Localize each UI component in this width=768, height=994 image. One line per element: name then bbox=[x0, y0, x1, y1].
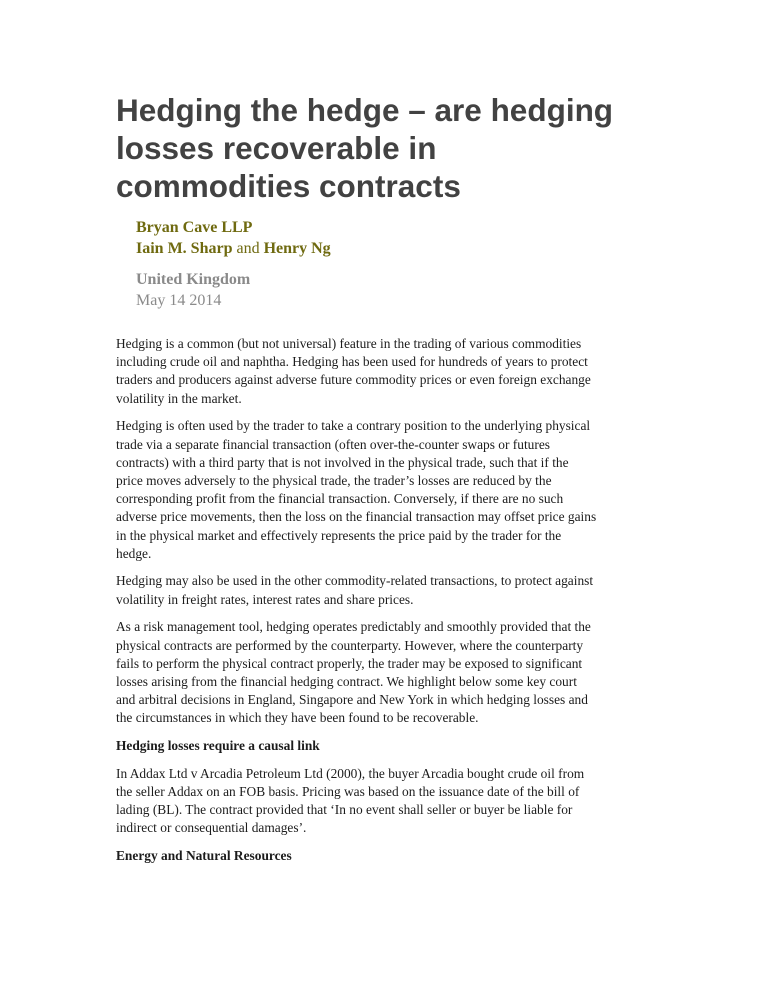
text-line: indirect or consequential damages’. bbox=[116, 820, 307, 836]
text-line: Hedging losses require a causal link bbox=[116, 738, 320, 754]
text-line: trade via a separate financial transaction (often over-the-counter swaps or futures bbox=[116, 436, 550, 452]
text-line: corresponding profit from the financial transaction. Conversely, if there are no such bbox=[116, 491, 564, 507]
law-firm-link[interactable]: Bryan Cave LLP bbox=[136, 219, 253, 236]
title-line: losses recoverable in bbox=[116, 130, 437, 166]
text-line: As a risk management tool, hedging operates predictably and smoothly provided that the bbox=[116, 619, 591, 635]
text-line: price moves adversely to the physical trade, the trader’s losses are reduced by the bbox=[116, 472, 552, 488]
title-line: Hedging the hedge – are hedging bbox=[116, 92, 614, 128]
body-paragraph bbox=[116, 572, 668, 608]
text-line: losses arising from the financial hedging contract. We highlight below some key court bbox=[116, 673, 577, 689]
text-line: fails to perform the physical contract properly, the trader may be exposed to significant bbox=[116, 655, 583, 671]
text-line: volatility in freight rates, interest rates and share prices. bbox=[116, 591, 414, 607]
text-line: Hedging is a common (but not universal) feature in the trading of various commodities bbox=[116, 336, 582, 351]
body-paragraph bbox=[116, 765, 668, 838]
text-line: Energy and Natural Resources bbox=[116, 848, 292, 864]
text-line: hedge. bbox=[116, 545, 152, 561]
text-line: the circumstances in which they have been found to be recoverable. bbox=[116, 710, 479, 726]
author-link[interactable]: Henry Ng bbox=[263, 240, 331, 257]
text-line: contracts) with a third party that is not involved in the physical trade, such that if the bbox=[116, 454, 569, 470]
author-conjunction: and bbox=[236, 240, 260, 257]
text-line: in the physical market and effectively represents the price paid by the trader for the bbox=[116, 527, 562, 543]
text-line: the seller Addax on an FOB basis. Pricing was based on the issuance date of the bill of bbox=[116, 783, 580, 799]
text-line: volatility in the market. bbox=[116, 390, 242, 406]
title-line: commodities contracts bbox=[116, 168, 461, 204]
text-line: Hedging is often used by the trader to take a contrary position to the underlying physical bbox=[116, 418, 591, 434]
section-heading bbox=[116, 847, 668, 865]
text-line: and arbitral decisions in England, Singapore and New York in which hedging losses and bbox=[116, 692, 588, 708]
text-line: physical contracts are performed by the counterparty. However, where the counterparty bbox=[116, 637, 584, 653]
article-meta bbox=[136, 269, 668, 311]
article-title bbox=[116, 0, 668, 205]
body-paragraph bbox=[116, 417, 668, 563]
section-heading bbox=[116, 737, 668, 755]
publish-date: May 14 2014 bbox=[136, 292, 222, 309]
text-line: lading (BL). The contract provided that ‘In no event shall seller or buyer be liable for bbox=[116, 802, 573, 818]
text-line: traders and producers against adverse future commodity prices or even foreign exchange bbox=[116, 372, 591, 388]
author-link[interactable]: Iain M. Sharp bbox=[136, 240, 233, 257]
jurisdiction: United Kingdom bbox=[136, 271, 251, 288]
text-line: adverse price movements, then the loss on the financial transaction may offset price gains bbox=[116, 509, 597, 525]
text-line: including crude oil and naphtha. Hedging has been used for hundreds of years to protect bbox=[116, 354, 588, 370]
body-paragraph bbox=[116, 618, 668, 727]
body-paragraph bbox=[116, 335, 668, 408]
text-line: Hedging may also be used in the other commodity-related transactions, to protect against bbox=[116, 573, 594, 589]
article-body bbox=[116, 335, 668, 865]
text-line: In Addax Ltd v Arcadia Petroleum Ltd (2000), the buyer Arcadia bought crude oil from bbox=[116, 765, 585, 781]
byline bbox=[136, 217, 668, 259]
